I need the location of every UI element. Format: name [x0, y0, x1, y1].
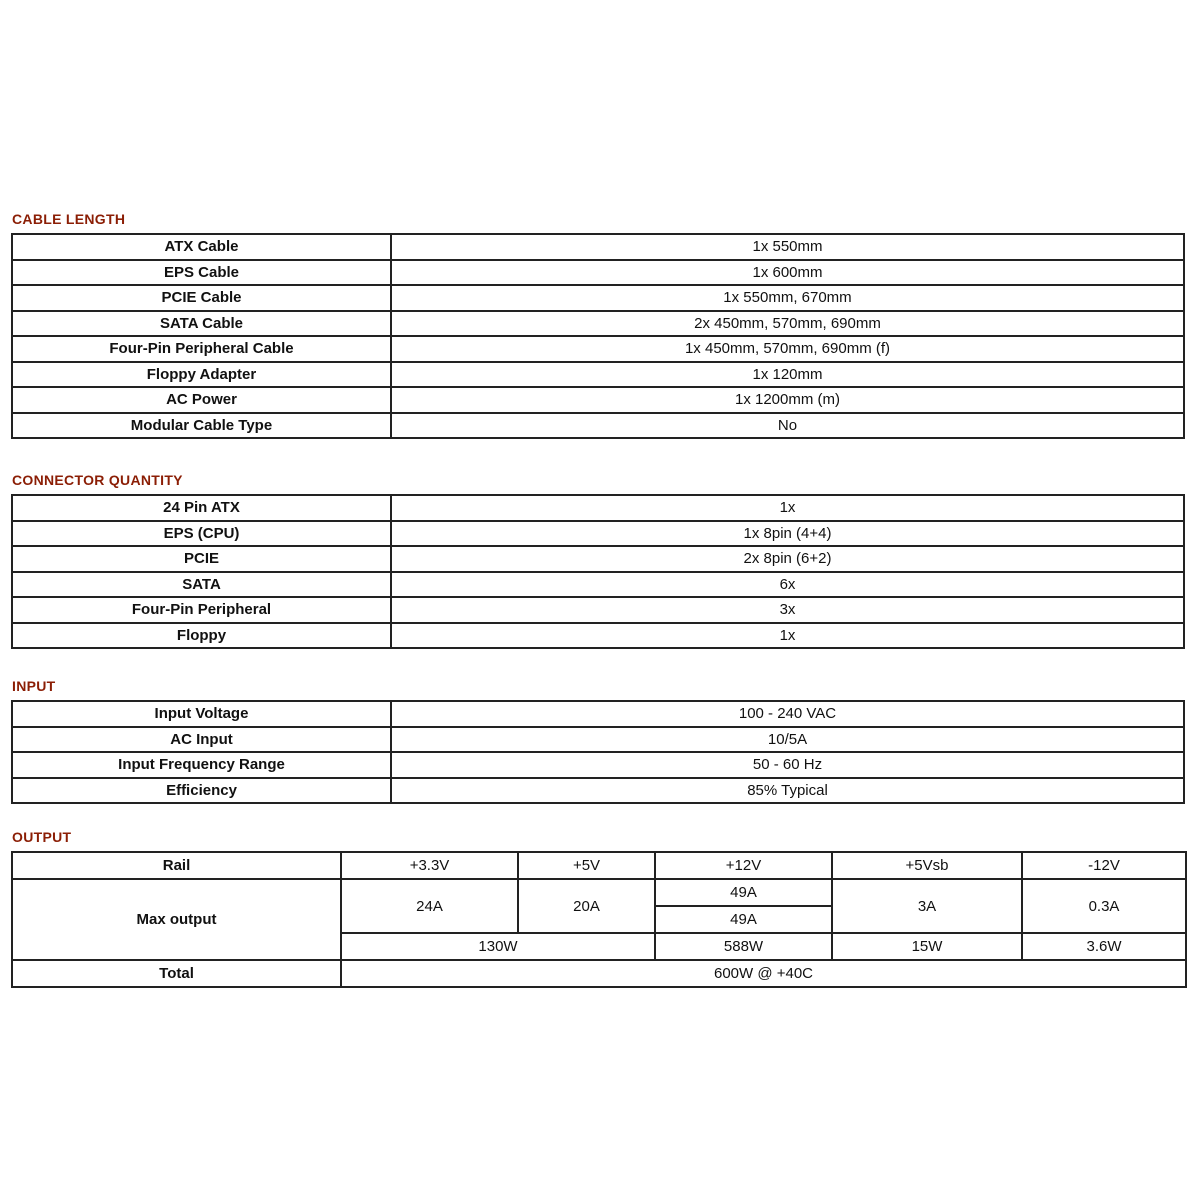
spec-row: [12, 260, 1184, 286]
max-output-row: [12, 879, 1186, 906]
spec-row: [12, 701, 1184, 727]
output-table: [11, 851, 1187, 988]
spec-row: [12, 234, 1184, 260]
cable-length-table: [11, 233, 1185, 439]
spec-value: 1x 120mm: [391, 362, 1184, 388]
spec-label: 24 Pin ATX: [12, 495, 391, 521]
rail-5v: +5V: [518, 852, 655, 879]
spec-label: SATA Cable: [12, 311, 391, 337]
amps-12v-b: 49A: [655, 906, 832, 933]
rail-5vsb: +5Vsb: [832, 852, 1022, 879]
spec-value: 2x 8pin (6+2): [391, 546, 1184, 572]
spec-value: 1x 8pin (4+4): [391, 521, 1184, 547]
spec-value: 1x 550mm, 670mm: [391, 285, 1184, 311]
input-table: [11, 700, 1185, 804]
cable-length-heading: CABLE LENGTH: [12, 211, 126, 227]
spec-value: 1x 450mm, 570mm, 690mm (f): [391, 336, 1184, 362]
max-output-label: Max output: [12, 879, 341, 960]
rail-row: [12, 852, 1186, 879]
spec-value: 1x: [391, 623, 1184, 649]
spec-value: 1x 550mm: [391, 234, 1184, 260]
spec-row: [12, 572, 1184, 598]
spec-row: [12, 495, 1184, 521]
connector-quantity-heading: CONNECTOR QUANTITY: [12, 472, 183, 488]
spec-label: PCIE: [12, 546, 391, 572]
spec-label: EPS (CPU): [12, 521, 391, 547]
spec-value: 1x 600mm: [391, 260, 1184, 286]
spec-label: Four-Pin Peripheral Cable: [12, 336, 391, 362]
spec-row: [12, 521, 1184, 547]
total-label: Total: [12, 960, 341, 987]
spec-row: [12, 778, 1184, 804]
spec-value: 50 - 60 Hz: [391, 752, 1184, 778]
amps-12v-a: 49A: [655, 879, 832, 906]
watts-neg12v: 3.6W: [1022, 933, 1186, 960]
connector-quantity-table: [11, 494, 1185, 649]
spec-row: [12, 623, 1184, 649]
spec-value: 85% Typical: [391, 778, 1184, 804]
spec-row: [12, 362, 1184, 388]
spec-value: No: [391, 413, 1184, 439]
spec-label: Four-Pin Peripheral: [12, 597, 391, 623]
watts-5vsb: 15W: [832, 933, 1022, 960]
spec-label: Floppy: [12, 623, 391, 649]
rail-3v3: +3.3V: [341, 852, 518, 879]
spec-label: SATA: [12, 572, 391, 598]
spec-label: EPS Cable: [12, 260, 391, 286]
spec-label: Modular Cable Type: [12, 413, 391, 439]
watts-3v3-5v: 130W: [341, 933, 655, 960]
total-row: [12, 960, 1186, 987]
amps-5v: 20A: [518, 879, 655, 933]
spec-row: [12, 752, 1184, 778]
spec-value: 10/5A: [391, 727, 1184, 753]
spec-row: [12, 727, 1184, 753]
spec-row: [12, 387, 1184, 413]
rail-label: Rail: [12, 852, 341, 879]
spec-label: AC Input: [12, 727, 391, 753]
spec-row: [12, 336, 1184, 362]
amps-neg12v: 0.3A: [1022, 879, 1186, 933]
spec-value: 100 - 240 VAC: [391, 701, 1184, 727]
output-heading: OUTPUT: [12, 829, 72, 845]
spec-row: [12, 311, 1184, 337]
spec-value: 2x 450mm, 570mm, 690mm: [391, 311, 1184, 337]
spec-row: [12, 413, 1184, 439]
spec-label: Input Frequency Range: [12, 752, 391, 778]
spec-row: [12, 546, 1184, 572]
spec-value: 3x: [391, 597, 1184, 623]
spec-label: AC Power: [12, 387, 391, 413]
total-value: 600W @ +40C: [341, 960, 1186, 987]
amps-5vsb: 3A: [832, 879, 1022, 933]
spec-label: ATX Cable: [12, 234, 391, 260]
rail-neg12v: -12V: [1022, 852, 1186, 879]
rail-12v: +12V: [655, 852, 832, 879]
spec-label: Input Voltage: [12, 701, 391, 727]
amps-3v3: 24A: [341, 879, 518, 933]
input-heading: INPUT: [12, 678, 56, 694]
spec-label: Efficiency: [12, 778, 391, 804]
spec-value: 6x: [391, 572, 1184, 598]
spec-value: 1x 1200mm (m): [391, 387, 1184, 413]
spec-label: Floppy Adapter: [12, 362, 391, 388]
spec-row: [12, 285, 1184, 311]
spec-row: [12, 597, 1184, 623]
spec-label: PCIE Cable: [12, 285, 391, 311]
watts-12v: 588W: [655, 933, 832, 960]
spec-value: 1x: [391, 495, 1184, 521]
